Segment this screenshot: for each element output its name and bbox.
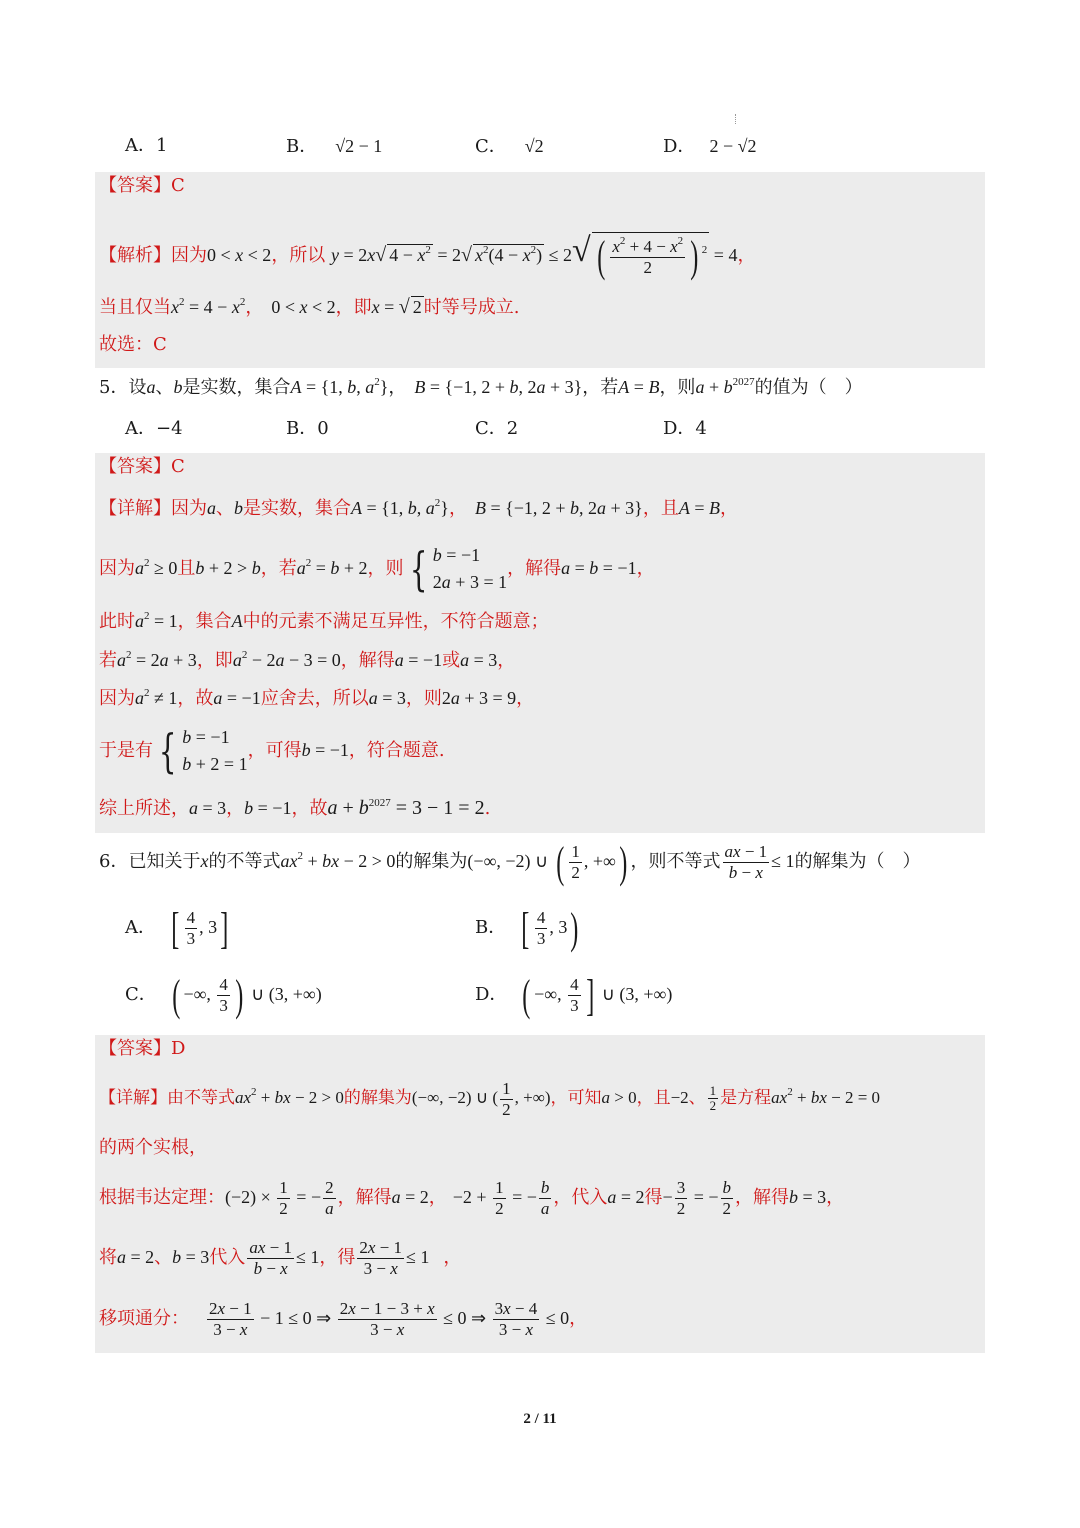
q5-stem: 5．设a、b是实数，集合A = {1, b, $a^2$}， B = {−1, 2 + b, 2a + 3}，若A = B，则$a + b^{2027}$的值为（ ） bbox=[99, 376, 863, 398]
q4-option-c: C． √2 bbox=[475, 136, 544, 157]
q5-answer: 【答案】C bbox=[99, 456, 185, 477]
q6-option-b: B． [ $\frac{4}{3}$ , 3) bbox=[475, 903, 579, 953]
q5-detail-line6: 于是有 { b = −1 b + 2 = 1 ，可得b = −1，符合题意. bbox=[99, 724, 445, 778]
q6-detail-line2: 的两个实根， bbox=[99, 1137, 207, 1158]
q4-option-b: B． √2 − 1 bbox=[286, 136, 383, 157]
q4-option-a: A．1 bbox=[125, 135, 168, 156]
q5-option-c: C．2 bbox=[475, 418, 519, 439]
q5-detail-line5: 因为$a^2 \ne 1$，故a = −1应舍去，所以a = 3，则2a + 3 = 9， bbox=[99, 687, 535, 709]
q4-choice: 故选：C bbox=[99, 334, 167, 355]
q5-detail-line4: 若$a^2 = 2a + 3$，即$a^2 - 2a - 3 = 0$，解得a = −1或a = 3， bbox=[99, 649, 516, 671]
q5-option-a: A．−4 bbox=[125, 418, 183, 439]
q6-detail-line3: 根据韦达定理：(−2) × $\frac{1}{2}$ = − $\frac{2}{a}$ ，解得a = 2， −2 + $\frac{1}{2}$ = − $\frac{b}{a}$ ，代入a = 2得− $\frac{3}{2}$ = − $\frac{b}{2}$ ，解得b = 3， bbox=[99, 1178, 845, 1219]
q4-analysis-line2: 当且仅当$x^2 = 4 - x^2$， 0 < x < 2，即x = √ 2 时等号成立. bbox=[99, 296, 520, 318]
q6-option-d: D． ( −∞, $\frac{4}{3}$ ] ∪ (3, +∞) bbox=[475, 970, 673, 1020]
q5-detail-line3: 此时$a^2 = 1$，集合A中的元素不满足互异性，不符合题意； bbox=[99, 610, 549, 632]
q4-option-d: D． 2 − √2 bbox=[663, 136, 757, 157]
margin-mark bbox=[735, 114, 736, 124]
q6-stem: 6．已知关于x的不等式$ax^2$ + bx − 2 > 0的解集为(−∞, −2) ∪ ( $\frac{1}{2}$ , +∞) ，则不等式 $\frac{ax - 1}{b - x}$ ≤ 1的解集为（ ） bbox=[99, 837, 921, 887]
q6-detail-line5: 移项通分： $\frac{2x - 1}{3 - x}$ − 1 ≤ 0 ⇒ $\frac{2x - 1 - 3 + x}{3 - x}$ ≤ 0 ⇒ $\frac{3x - 4}{3 - x}$ ≤ 0， bbox=[99, 1299, 588, 1340]
q4-analysis-line1: 【解析】因为0 < x < 2，所以 y = 2x√ $4 - x^2 = 2√$ $x^2(4 - x^2) \le 2√$ ( $\frac{x^2 + 4 - x^2}{2}$ ) $^2$ = 4， bbox=[99, 232, 756, 281]
q5-option-d: D．4 bbox=[663, 418, 707, 439]
q6-detail-line1: 【详解】由不等式$ax^2$ + bx − 2 > 0的解集为(−∞, −2) ∪ ( $\frac{1}{2}$ , +∞)，可知a > 0，且−2、 $\frac{1}{2}$ 是方程$ax^2$ + bx − 2 = 0 bbox=[99, 1078, 881, 1119]
q6-answer: 【答案】D bbox=[99, 1038, 186, 1059]
q6-detail-line4: 将a = 2、b = 3代入 $\frac{ax - 1}{b - x}$ ≤ 1，得 $\frac{2x - 1}{3 - x}$ ≤ 1 ， bbox=[99, 1238, 462, 1279]
q5-option-b: B．0 bbox=[286, 418, 329, 439]
q6-option-a: A． [ $\frac{4}{3}$ , 3] bbox=[125, 903, 229, 953]
q5-detail-line2: 因为$a^2 \ge 0$且b + 2 > b，若$a^2 = b + 2$，则 { b = −1 2a + 3 = 1 ，解得a = b = −1， bbox=[99, 542, 655, 596]
page-number: 2 / 11 bbox=[523, 1411, 557, 1427]
q6-option-c: C． ( −∞, $\frac{4}{3}$ ) ∪ (3, +∞) bbox=[125, 970, 322, 1020]
q5-detail-line1: 【详解】因为a、b是实数，集合A = {1, b, $a^2$}， B = {−1, 2 + b, 2a + 3}，且A = B， bbox=[99, 497, 738, 519]
q5-detail-line7: 综上所述，a = 3，b = −1，故$a + b^{2027} = 3 - 1 = 2$. bbox=[99, 797, 491, 819]
q4-answer: 【答案】C bbox=[99, 175, 185, 196]
